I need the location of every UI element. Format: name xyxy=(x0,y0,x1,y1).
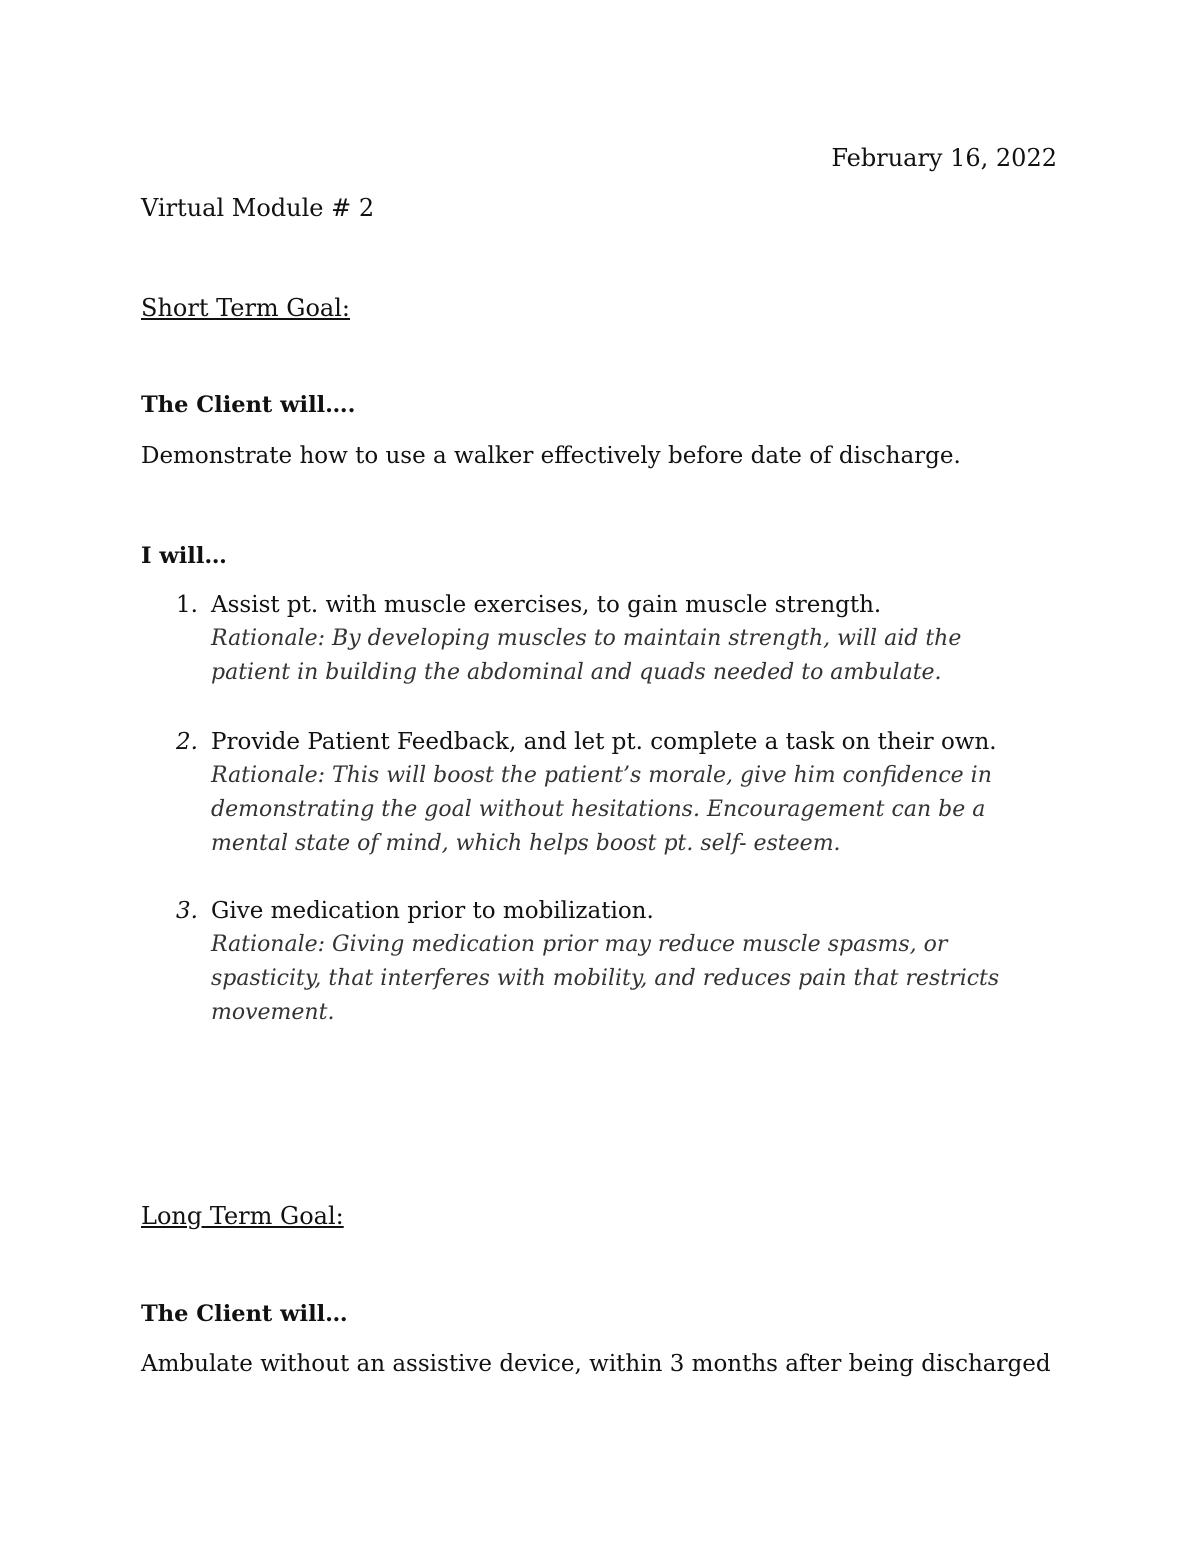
intervention-text: Provide Patient Feedback, and let pt. complete a task on their own. xyxy=(211,729,997,755)
long-term-goal-text: Ambulate without an assistive device, within 3 months after being discharged xyxy=(141,1351,1051,1377)
long-term-client-label: The Client will… xyxy=(141,1301,348,1327)
module-title: Virtual Module # 2 xyxy=(141,194,375,222)
short-term-goal-heading: Short Term Goal: xyxy=(141,294,350,322)
intervention-text: Give medication prior to mobilization. xyxy=(211,898,654,924)
intervention-rationale: Rationale: By developing muscles to maintain strength, will aid the patient in building the abdominal and quads needed to ambulate. xyxy=(211,626,962,685)
short-term-goal-text: Demonstrate how to use a walker effectively before date of discharge. xyxy=(141,443,961,469)
intervention-number: 2. xyxy=(176,729,198,755)
i-will-label: I will… xyxy=(141,543,227,569)
intervention-rationale: Rationale: This will boost the patient’s morale, give him confidence in demonstrating the goal without hesitations. Encouragement can be a mental state of mind, which helps boost pt. self- esteem. xyxy=(211,763,992,856)
long-term-goal-heading: Long Term Goal: xyxy=(141,1202,344,1230)
short-term-client-label: The Client will…. xyxy=(141,392,356,418)
intervention-number: 3. xyxy=(176,898,198,924)
document-date: February 16, 2022 xyxy=(831,144,1057,172)
intervention-rationale: Rationale: Giving medication prior may reduce muscle spasms, or spasticity, that interferes with mobility, and reduces pain that restricts movement. xyxy=(211,932,1000,1025)
intervention-number: 1. xyxy=(176,592,198,618)
intervention-text: Assist pt. with muscle exercises, to gain muscle strength. xyxy=(211,592,882,618)
